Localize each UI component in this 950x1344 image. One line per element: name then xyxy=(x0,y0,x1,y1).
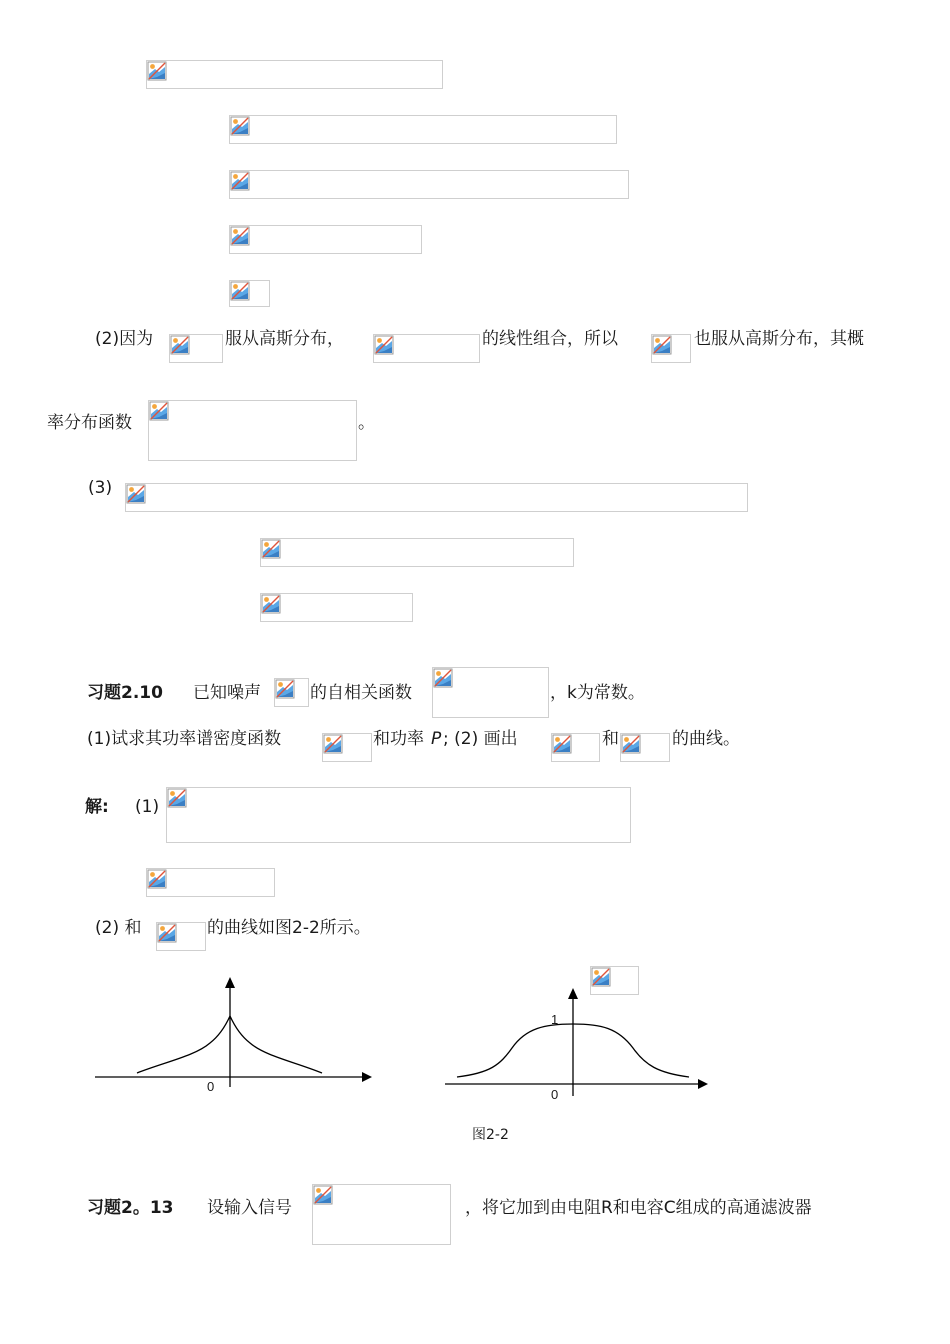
left-x-axis-arrow xyxy=(362,1072,372,1082)
broken-image-icon xyxy=(313,1185,333,1205)
exercise-title: 习题2.10 xyxy=(87,683,163,703)
image-placeholder xyxy=(146,868,275,897)
paragraph-2-text: 服从高斯分布， xyxy=(225,329,344,349)
right-origin-label: 0 xyxy=(551,1087,559,1102)
image-placeholder xyxy=(229,280,270,307)
figure-2-2 xyxy=(0,960,950,1110)
broken-image-icon xyxy=(230,116,250,136)
left-y-axis-arrow xyxy=(225,977,235,988)
paragraph-3-label: (3) xyxy=(88,478,113,498)
solution-part-2: (2) 和 xyxy=(95,918,142,938)
image-placeholder xyxy=(373,334,480,363)
paragraph-2-text: 率分布函数 xyxy=(47,413,132,433)
image-placeholder xyxy=(322,733,372,762)
paragraph-2-text: 也服从高斯分布，其概 xyxy=(694,329,864,349)
broken-image-icon xyxy=(552,734,572,754)
left-origin-label: 0 xyxy=(207,1079,215,1094)
exercise-text: 已知噪声 xyxy=(193,683,261,703)
broken-image-icon xyxy=(433,668,453,688)
image-placeholder xyxy=(166,787,631,843)
image-placeholder xyxy=(432,667,549,718)
broken-image-icon xyxy=(323,734,343,754)
image-placeholder xyxy=(229,170,629,199)
broken-image-icon xyxy=(230,281,250,301)
exercise-text: ，k为常数。 xyxy=(550,683,645,703)
paragraph-2-text: 。 xyxy=(358,413,375,433)
broken-image-icon xyxy=(261,539,281,559)
question-text: 和 xyxy=(602,729,619,749)
question-text: 和功率 xyxy=(373,729,424,749)
image-placeholder xyxy=(169,334,223,363)
image-placeholder xyxy=(312,1184,451,1245)
image-placeholder xyxy=(229,225,422,254)
paragraph-2-text: 的线性组合，所以 xyxy=(482,329,618,349)
exercise-text: 设输入信号 xyxy=(207,1198,292,1218)
power-symbol: P xyxy=(431,729,442,749)
image-placeholder xyxy=(551,733,600,762)
broken-image-icon xyxy=(126,484,146,504)
image-placeholder xyxy=(590,966,639,995)
image-placeholder xyxy=(125,483,748,512)
solution-label: 解: xyxy=(85,797,109,817)
broken-image-icon xyxy=(652,335,672,355)
question-text: ; (2) 画出 xyxy=(443,729,518,749)
image-placeholder xyxy=(146,60,443,89)
broken-image-icon xyxy=(167,788,187,808)
image-placeholder xyxy=(156,922,206,951)
figure-caption: 图2-2 xyxy=(472,1127,509,1143)
image-placeholder xyxy=(651,334,691,363)
broken-image-icon xyxy=(170,335,190,355)
broken-image-icon xyxy=(621,734,641,754)
broken-image-icon xyxy=(275,679,295,699)
image-placeholder xyxy=(229,115,617,144)
question-text: 的曲线。 xyxy=(672,729,740,749)
image-placeholder xyxy=(274,678,309,707)
right-y-axis-arrow xyxy=(568,988,578,999)
exercise-text: ，将它加到由电阻R和电容C组成的高通滤波器 xyxy=(465,1198,812,1218)
broken-image-icon xyxy=(149,401,169,421)
broken-image-icon xyxy=(157,923,177,943)
paragraph-2-text: (2)因为 xyxy=(95,329,154,349)
broken-image-icon xyxy=(147,869,167,889)
broken-image-icon xyxy=(147,61,167,81)
exercise-text: 的自相关函数 xyxy=(310,683,412,703)
image-placeholder xyxy=(620,733,670,762)
right-x-axis-arrow xyxy=(698,1079,708,1089)
broken-image-icon xyxy=(261,594,281,614)
broken-image-icon xyxy=(230,226,250,246)
broken-image-icon xyxy=(374,335,394,355)
solution-part-2: 的曲线如图2-2所示。 xyxy=(207,918,371,938)
right-peak-label: 1 xyxy=(551,1012,559,1027)
solution-part-1: (1) xyxy=(135,797,160,817)
question-text: (1)试求其功率谱密度函数 xyxy=(87,729,282,749)
image-placeholder xyxy=(260,538,574,567)
image-placeholder xyxy=(148,400,357,461)
broken-image-icon xyxy=(591,967,611,987)
exercise-title: 习题2。13 xyxy=(87,1198,174,1218)
broken-image-icon xyxy=(230,171,250,191)
image-placeholder xyxy=(260,593,413,622)
